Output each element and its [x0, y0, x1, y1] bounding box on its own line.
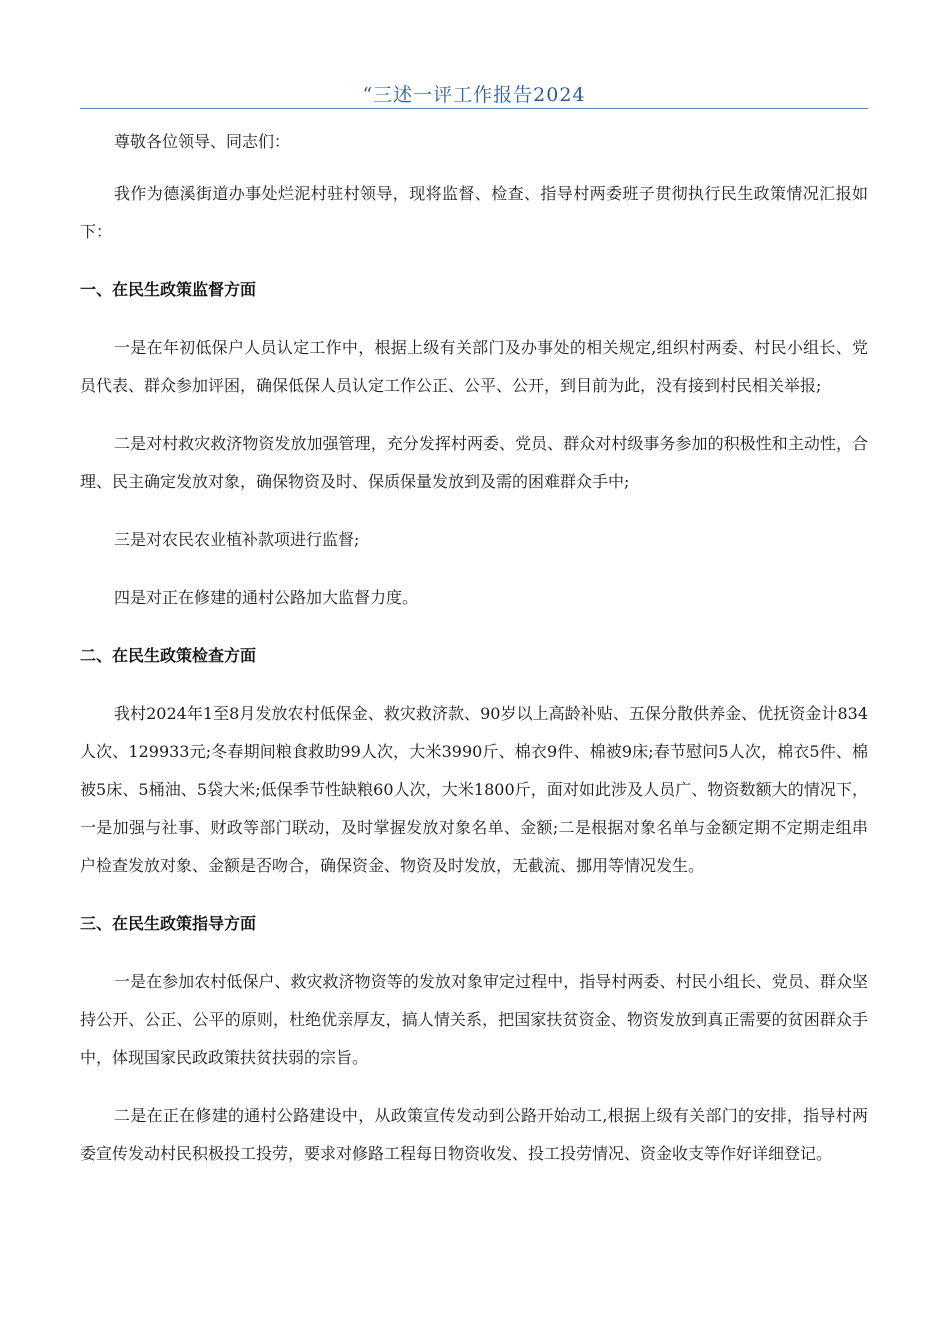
section-heading: 二、在民生政策检查方面: [80, 646, 257, 665]
body-paragraph: 一是在年初低保户人员认定工作中，根据上级有关部门及办事处的相关规定,组织村两委、村民小组长、党员代表、群众参加评困，确保低保人员认定工作公正、公平、公开，到目前为此，没有接到村民相关举报;: [80, 338, 868, 395]
body-paragraph: 我村2024年1至8月发放农村低保金、救灾救济款、90岁以上高龄补贴、五保分散供养金、优抚资金计834人次、129933元;冬春期间粮食救助99人次，大米3990斤、棉衣9件、棉被9床;春节慰问5人次，棉衣5件、棉被5床、5桶油、5袋大米;低保季节性缺粮60人次，大米1800斤，面对如此涉及人员广、物资数额大的情况下，一是加强与社事、财政等部门联动，及时掌握发放对象名单、金额;二是根据对象名单与金额定期不定期走组串户检查发放对象、金额是否吻合，确保资金、物资及时发放，无截流、挪用等情况发生。: [80, 704, 868, 875]
greeting-paragraph: 尊敬各位领导、同志们：: [114, 132, 291, 151]
header-divider: [80, 108, 868, 109]
section-heading: 一、在民生政策监督方面: [80, 280, 257, 299]
intro-paragraph: 我作为德溪街道办事处烂泥村驻村领导，现将监督、检查、指导村两委班子贯彻执行民生政策情况汇报如下：: [80, 184, 868, 241]
body-paragraph: 二是对村救灾救济物资发放加强管理，充分发挥村两委、党员、群众对村级事务参加的积极性和主动性，合理、民主确定发放对象，确保物资及时、保质保量发放到及需的困难群众手中;: [80, 434, 868, 491]
body-paragraph: 三是对农民农业植补款项进行监督;: [114, 530, 360, 549]
page-title: “三述一评工作报告2024: [362, 84, 586, 106]
section-supervision: [80, 271, 868, 617]
body-paragraph: 四是对正在修建的通村公路加大监督力度。: [114, 588, 419, 607]
body-paragraph: 二是在正在修建的通村公路建设中，从政策宣传发动到公路开始动工,根据上级有关部门的安排，指导村两委宣传发动村民积极投工投劳，要求对修路工程每日物资收发、投工投劳情况、资金收支等作好详细登记。: [80, 1106, 868, 1163]
section-guidance: [80, 905, 868, 1173]
section-heading: 三、在民生政策指导方面: [80, 914, 257, 933]
body-paragraph: 一是在参加农村低保户、救灾救济物资等的发放对象审定过程中，指导村两委、村民小组长、党员、群众坚持公开、公正、公平的原则，杜绝优亲厚友，搞人情关系，把国家扶贫资金、物资发放到真正需要的贫困群众手中，体现国家民政政策扶贫扶弱的宗旨。: [80, 972, 868, 1067]
document-body: [80, 123, 868, 1193]
section-inspection: [80, 637, 868, 885]
